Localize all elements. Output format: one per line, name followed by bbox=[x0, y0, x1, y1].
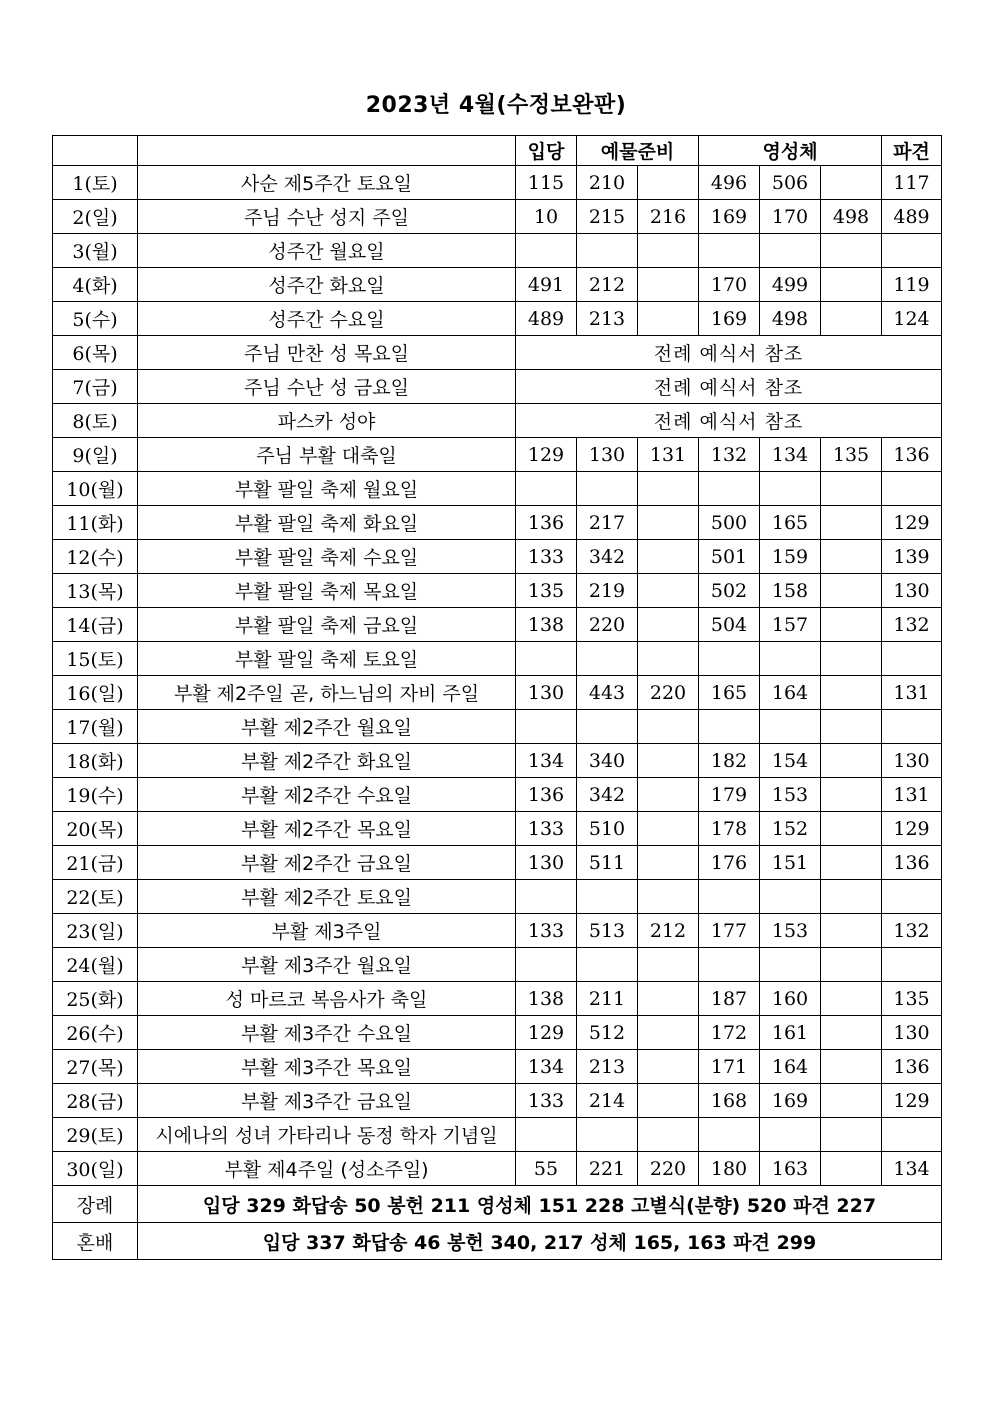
hymn-number-cell: 133 bbox=[516, 540, 577, 574]
hymn-number-cell bbox=[821, 778, 882, 812]
row-date: 5(수) bbox=[53, 302, 138, 336]
hymn-number-cell bbox=[821, 982, 882, 1016]
hymn-number-cell: 134 bbox=[760, 438, 821, 472]
row-date: 1(토) bbox=[53, 166, 138, 200]
row-date: 21(금) bbox=[53, 846, 138, 880]
hymn-number-cell bbox=[638, 608, 699, 642]
hymn-number-cell: 130 bbox=[882, 574, 942, 608]
hymn-number-cell: 165 bbox=[699, 676, 760, 710]
hymn-number-cell: 131 bbox=[882, 778, 942, 812]
table-row bbox=[53, 982, 942, 1016]
row-date: 16(일) bbox=[53, 676, 138, 710]
row-date: 11(화) bbox=[53, 506, 138, 540]
table-row bbox=[53, 846, 942, 880]
row-celebration-name: 성주간 수요일 bbox=[138, 302, 516, 336]
hymn-number-cell: 115 bbox=[516, 166, 577, 200]
hymn-number-cell: 152 bbox=[760, 812, 821, 846]
hymn-number-cell: 501 bbox=[699, 540, 760, 574]
hymn-number-cell: 171 bbox=[699, 1050, 760, 1084]
hymn-number-cell bbox=[821, 948, 882, 982]
row-celebration-name: 부활 팔일 축제 토요일 bbox=[138, 642, 516, 676]
hymn-number-cell: 139 bbox=[882, 540, 942, 574]
hymn-number-cell: 161 bbox=[760, 1016, 821, 1050]
hymn-number-cell: 134 bbox=[516, 1050, 577, 1084]
row-date: 26(수) bbox=[53, 1016, 138, 1050]
hymn-number-cell bbox=[760, 234, 821, 268]
table-row bbox=[53, 1084, 942, 1118]
row-celebration-name: 사순 제5주간 토요일 bbox=[138, 166, 516, 200]
hymn-number-cell bbox=[821, 268, 882, 302]
table-row bbox=[53, 166, 942, 200]
hymn-number-cell: 211 bbox=[577, 982, 638, 1016]
hymn-number-cell bbox=[821, 472, 882, 506]
hymn-number-cell: 165 bbox=[760, 506, 821, 540]
hymn-number-cell bbox=[821, 506, 882, 540]
row-date: 25(화) bbox=[53, 982, 138, 1016]
hymn-number-cell bbox=[821, 846, 882, 880]
table-row bbox=[53, 1152, 942, 1186]
hymn-number-cell: 213 bbox=[577, 1050, 638, 1084]
row-celebration-name: 성 마르코 복음사가 축일 bbox=[138, 982, 516, 1016]
hymn-number-cell bbox=[638, 948, 699, 982]
hymn-number-cell bbox=[638, 778, 699, 812]
hymn-number-cell bbox=[516, 472, 577, 506]
row-date: 28(금) bbox=[53, 1084, 138, 1118]
hymn-number-cell: 491 bbox=[516, 268, 577, 302]
hymn-number-cell bbox=[638, 744, 699, 778]
hymn-number-cell bbox=[760, 472, 821, 506]
hymn-number-cell: 135 bbox=[516, 574, 577, 608]
row-celebration-name: 성주간 화요일 bbox=[138, 268, 516, 302]
row-celebration-name: 부활 제4주일 (성소주일) bbox=[138, 1152, 516, 1186]
hymn-number-cell: 215 bbox=[577, 200, 638, 234]
hymn-number-cell: 55 bbox=[516, 1152, 577, 1186]
hymn-number-cell bbox=[638, 880, 699, 914]
hymn-number-cell: 138 bbox=[516, 982, 577, 1016]
hymn-number-cell: 153 bbox=[760, 778, 821, 812]
row-celebration-name: 부활 제2주간 수요일 bbox=[138, 778, 516, 812]
hymn-number-cell: 119 bbox=[882, 268, 942, 302]
hymn-number-cell: 212 bbox=[638, 914, 699, 948]
hymn-number-cell bbox=[699, 472, 760, 506]
row-date: 7(금) bbox=[53, 370, 138, 404]
hymn-number-cell: 131 bbox=[882, 676, 942, 710]
hymn-number-cell: 502 bbox=[699, 574, 760, 608]
hymn-number-cell: 498 bbox=[760, 302, 821, 336]
row-celebration-name: 부활 팔일 축제 화요일 bbox=[138, 506, 516, 540]
footer-label: 장례 bbox=[53, 1186, 138, 1223]
hymn-number-cell: 177 bbox=[699, 914, 760, 948]
hymn-number-cell: 154 bbox=[760, 744, 821, 778]
hymn-number-cell bbox=[516, 880, 577, 914]
hymn-number-cell: 133 bbox=[516, 1084, 577, 1118]
hymn-number-cell: 136 bbox=[516, 506, 577, 540]
row-celebration-name: 성주간 월요일 bbox=[138, 234, 516, 268]
table-row bbox=[53, 506, 942, 540]
hymn-number-cell bbox=[760, 1118, 821, 1152]
hymn-number-cell bbox=[821, 880, 882, 914]
row-date: 6(목) bbox=[53, 336, 138, 370]
hymn-number-cell bbox=[821, 302, 882, 336]
hymn-number-cell bbox=[882, 880, 942, 914]
hymn-number-cell: 340 bbox=[577, 744, 638, 778]
hymn-number-cell: 136 bbox=[882, 438, 942, 472]
row-celebration-name: 부활 제2주일 곧, 하느님의 자비 주일 bbox=[138, 676, 516, 710]
hymn-number-cell bbox=[638, 268, 699, 302]
hymn-number-cell: 169 bbox=[760, 1084, 821, 1118]
table-row bbox=[53, 744, 942, 778]
table-row bbox=[53, 200, 942, 234]
row-celebration-name: 주님 부활 대축일 bbox=[138, 438, 516, 472]
hymn-number-cell: 132 bbox=[882, 608, 942, 642]
hymn-number-cell bbox=[638, 234, 699, 268]
hymn-number-cell: 133 bbox=[516, 914, 577, 948]
hymn-number-cell bbox=[638, 302, 699, 336]
hymn-number-cell: 130 bbox=[577, 438, 638, 472]
hymn-number-cell bbox=[699, 234, 760, 268]
table-row bbox=[53, 404, 942, 438]
hymn-number-cell: 136 bbox=[882, 846, 942, 880]
hymn-number-cell: 500 bbox=[699, 506, 760, 540]
hymn-number-cell: 129 bbox=[882, 812, 942, 846]
hymn-number-cell bbox=[882, 234, 942, 268]
hymn-number-cell bbox=[516, 642, 577, 676]
hymn-number-cell: 160 bbox=[760, 982, 821, 1016]
hymn-number-cell: 163 bbox=[760, 1152, 821, 1186]
hymn-number-cell: 129 bbox=[882, 1084, 942, 1118]
hymn-number-cell: 151 bbox=[760, 846, 821, 880]
hymn-number-cell bbox=[638, 166, 699, 200]
table-row bbox=[53, 1050, 942, 1084]
hymn-number-cell bbox=[638, 846, 699, 880]
row-celebration-name: 시에나의 성녀 가타리나 동정 학자 기념일 bbox=[138, 1118, 516, 1152]
hymn-number-cell: 212 bbox=[577, 268, 638, 302]
table-row bbox=[53, 370, 942, 404]
row-date: 13(목) bbox=[53, 574, 138, 608]
hymn-number-cell bbox=[577, 642, 638, 676]
hymn-number-cell: 213 bbox=[577, 302, 638, 336]
table-row bbox=[53, 778, 942, 812]
hymn-number-cell bbox=[760, 642, 821, 676]
hymn-number-cell: 510 bbox=[577, 812, 638, 846]
row-celebration-name: 부활 팔일 축제 금요일 bbox=[138, 608, 516, 642]
hymn-number-cell: 131 bbox=[638, 438, 699, 472]
row-celebration-name: 파스카 성야 bbox=[138, 404, 516, 438]
row-date: 17(월) bbox=[53, 710, 138, 744]
table-row bbox=[53, 574, 942, 608]
table-row bbox=[53, 948, 942, 982]
row-celebration-name: 부활 제2주간 월요일 bbox=[138, 710, 516, 744]
row-date: 18(화) bbox=[53, 744, 138, 778]
hymn-number-cell: 10 bbox=[516, 200, 577, 234]
hymn-number-cell bbox=[760, 948, 821, 982]
hymn-number-cell: 129 bbox=[882, 506, 942, 540]
hymn-number-cell: 130 bbox=[516, 846, 577, 880]
hymn-number-cell bbox=[577, 710, 638, 744]
hymn-number-cell bbox=[821, 1050, 882, 1084]
row-celebration-name: 부활 제3주간 월요일 bbox=[138, 948, 516, 982]
hymn-number-cell: 220 bbox=[638, 676, 699, 710]
hymn-number-cell bbox=[821, 234, 882, 268]
hymn-number-cell: 504 bbox=[699, 608, 760, 642]
row-celebration-name: 부활 제3주간 수요일 bbox=[138, 1016, 516, 1050]
hymn-number-cell bbox=[638, 540, 699, 574]
header-name bbox=[138, 136, 516, 166]
hymn-number-cell: 210 bbox=[577, 166, 638, 200]
hymn-number-cell: 130 bbox=[516, 676, 577, 710]
hymn-number-cell: 136 bbox=[882, 1050, 942, 1084]
row-celebration-name: 부활 팔일 축제 목요일 bbox=[138, 574, 516, 608]
hymn-number-cell bbox=[821, 1152, 882, 1186]
header-entrance: 입당 bbox=[516, 136, 577, 166]
hymn-number-cell: 157 bbox=[760, 608, 821, 642]
table-row bbox=[53, 914, 942, 948]
header-dismissal: 파견 bbox=[882, 136, 942, 166]
row-celebration-name: 부활 제3주간 금요일 bbox=[138, 1084, 516, 1118]
table-row bbox=[53, 472, 942, 506]
hymn-number-cell: 220 bbox=[638, 1152, 699, 1186]
row-celebration-name: 부활 팔일 축제 수요일 bbox=[138, 540, 516, 574]
schedule-table-body bbox=[53, 136, 942, 1260]
hymn-number-cell: 496 bbox=[699, 166, 760, 200]
hymn-number-cell bbox=[577, 1118, 638, 1152]
hymn-number-cell: 179 bbox=[699, 778, 760, 812]
hymn-number-cell: 513 bbox=[577, 914, 638, 948]
header-date bbox=[53, 136, 138, 166]
hymn-number-cell: 489 bbox=[516, 302, 577, 336]
hymn-number-cell: 187 bbox=[699, 982, 760, 1016]
hymn-number-cell: 134 bbox=[882, 1152, 942, 1186]
row-date: 29(토) bbox=[53, 1118, 138, 1152]
hymn-number-cell: 342 bbox=[577, 778, 638, 812]
header-communion: 영성체 bbox=[699, 136, 882, 166]
row-celebration-name: 부활 제3주일 bbox=[138, 914, 516, 948]
hymn-number-cell bbox=[821, 744, 882, 778]
hymn-number-cell: 159 bbox=[760, 540, 821, 574]
table-row bbox=[53, 676, 942, 710]
hymn-number-cell bbox=[516, 710, 577, 744]
hymn-number-cell bbox=[882, 642, 942, 676]
row-note: 전례 예식서 참조 bbox=[516, 404, 942, 438]
hymn-number-cell bbox=[699, 880, 760, 914]
row-date: 24(월) bbox=[53, 948, 138, 982]
table-row bbox=[53, 710, 942, 744]
hymn-number-cell: 153 bbox=[760, 914, 821, 948]
table-row bbox=[53, 268, 942, 302]
hymn-number-cell: 180 bbox=[699, 1152, 760, 1186]
hymn-number-cell: 498 bbox=[821, 200, 882, 234]
hymn-number-cell: 124 bbox=[882, 302, 942, 336]
hymn-number-cell bbox=[699, 710, 760, 744]
hymn-number-cell: 182 bbox=[699, 744, 760, 778]
hymn-number-cell bbox=[882, 1118, 942, 1152]
row-date: 14(금) bbox=[53, 608, 138, 642]
hymn-number-cell: 506 bbox=[760, 166, 821, 200]
row-note: 전례 예식서 참조 bbox=[516, 336, 942, 370]
hymn-number-cell bbox=[882, 948, 942, 982]
table-row bbox=[53, 1016, 942, 1050]
hymn-number-cell bbox=[516, 234, 577, 268]
hymn-number-cell: 214 bbox=[577, 1084, 638, 1118]
row-date: 22(토) bbox=[53, 880, 138, 914]
table-row bbox=[53, 642, 942, 676]
hymn-number-cell bbox=[882, 710, 942, 744]
row-celebration-name: 부활 제2주간 화요일 bbox=[138, 744, 516, 778]
hymn-number-cell bbox=[577, 948, 638, 982]
hymn-number-cell bbox=[821, 710, 882, 744]
hymn-number-cell: 138 bbox=[516, 608, 577, 642]
table-row bbox=[53, 880, 942, 914]
hymn-number-cell: 176 bbox=[699, 846, 760, 880]
hymn-number-cell bbox=[821, 1118, 882, 1152]
hymn-number-cell bbox=[638, 472, 699, 506]
hymn-number-cell: 172 bbox=[699, 1016, 760, 1050]
hymn-number-cell: 169 bbox=[699, 302, 760, 336]
table-row bbox=[53, 302, 942, 336]
hymn-number-cell bbox=[638, 506, 699, 540]
hymn-number-cell bbox=[821, 676, 882, 710]
footer-label: 혼배 bbox=[53, 1223, 138, 1260]
hymn-number-cell bbox=[821, 540, 882, 574]
hymn-number-cell: 133 bbox=[516, 812, 577, 846]
hymn-number-cell bbox=[577, 880, 638, 914]
footer-row bbox=[53, 1186, 942, 1223]
hymn-number-cell bbox=[577, 472, 638, 506]
row-date: 9(일) bbox=[53, 438, 138, 472]
hymn-number-cell: 164 bbox=[760, 1050, 821, 1084]
hymn-number-cell: 135 bbox=[821, 438, 882, 472]
hymn-number-cell bbox=[638, 574, 699, 608]
hymn-number-cell: 489 bbox=[882, 200, 942, 234]
hymn-number-cell: 129 bbox=[516, 1016, 577, 1050]
hymn-number-cell bbox=[882, 472, 942, 506]
hymn-number-cell bbox=[821, 812, 882, 846]
table-row bbox=[53, 1118, 942, 1152]
hymn-number-cell bbox=[821, 1084, 882, 1118]
hymn-number-cell bbox=[638, 1084, 699, 1118]
hymn-number-cell bbox=[699, 1118, 760, 1152]
hymn-number-cell: 164 bbox=[760, 676, 821, 710]
row-date: 3(월) bbox=[53, 234, 138, 268]
hymn-number-cell: 169 bbox=[699, 200, 760, 234]
hymn-number-cell: 217 bbox=[577, 506, 638, 540]
row-celebration-name: 부활 팔일 축제 월요일 bbox=[138, 472, 516, 506]
hymn-number-cell bbox=[638, 710, 699, 744]
hymn-number-cell: 170 bbox=[760, 200, 821, 234]
hymn-number-cell bbox=[638, 1016, 699, 1050]
row-celebration-name: 주님 수난 성 금요일 bbox=[138, 370, 516, 404]
hymn-number-cell: 512 bbox=[577, 1016, 638, 1050]
row-date: 4(화) bbox=[53, 268, 138, 302]
hymn-number-cell bbox=[638, 642, 699, 676]
row-date: 10(월) bbox=[53, 472, 138, 506]
hymn-number-cell: 221 bbox=[577, 1152, 638, 1186]
footer-text: 입당 329 화답송 50 봉헌 211 영성체 151 228 고별식(분향) 520 파견 227 bbox=[138, 1186, 942, 1223]
hymn-number-cell: 511 bbox=[577, 846, 638, 880]
footer-text: 입당 337 화답송 46 봉헌 340, 217 성체 165, 163 파견 299 bbox=[138, 1223, 942, 1260]
hymn-number-cell bbox=[821, 642, 882, 676]
hymn-number-cell bbox=[821, 1016, 882, 1050]
hymn-number-cell bbox=[577, 234, 638, 268]
hymn-number-cell bbox=[516, 948, 577, 982]
table-row bbox=[53, 336, 942, 370]
hymn-number-cell bbox=[821, 166, 882, 200]
table-row bbox=[53, 812, 942, 846]
schedule-table bbox=[52, 135, 942, 1260]
row-date: 23(일) bbox=[53, 914, 138, 948]
hymn-number-cell: 216 bbox=[638, 200, 699, 234]
hymn-number-cell bbox=[760, 880, 821, 914]
row-celebration-name: 부활 제2주간 토요일 bbox=[138, 880, 516, 914]
row-date: 15(토) bbox=[53, 642, 138, 676]
row-date: 27(목) bbox=[53, 1050, 138, 1084]
hymn-number-cell bbox=[821, 574, 882, 608]
hymn-number-cell: 178 bbox=[699, 812, 760, 846]
hymn-number-cell bbox=[699, 642, 760, 676]
hymn-number-cell: 220 bbox=[577, 608, 638, 642]
row-date: 2(일) bbox=[53, 200, 138, 234]
hymn-number-cell: 499 bbox=[760, 268, 821, 302]
hymn-number-cell: 135 bbox=[882, 982, 942, 1016]
row-date: 12(수) bbox=[53, 540, 138, 574]
hymn-number-cell bbox=[516, 1118, 577, 1152]
hymn-number-cell: 158 bbox=[760, 574, 821, 608]
header-offertory: 예물준비 bbox=[577, 136, 699, 166]
hymn-number-cell bbox=[638, 982, 699, 1016]
hymn-number-cell bbox=[638, 1050, 699, 1084]
hymn-number-cell: 219 bbox=[577, 574, 638, 608]
hymn-number-cell: 134 bbox=[516, 744, 577, 778]
hymn-number-cell: 117 bbox=[882, 166, 942, 200]
hymn-number-cell bbox=[821, 608, 882, 642]
hymn-number-cell: 132 bbox=[882, 914, 942, 948]
table-row bbox=[53, 234, 942, 268]
page-title: 2023년 4월(수정보완판) bbox=[365, 93, 627, 118]
row-celebration-name: 주님 수난 성지 주일 bbox=[138, 200, 516, 234]
row-note: 전례 예식서 참조 bbox=[516, 370, 942, 404]
row-celebration-name: 주님 만찬 성 목요일 bbox=[138, 336, 516, 370]
row-date: 30(일) bbox=[53, 1152, 138, 1186]
hymn-number-cell: 130 bbox=[882, 1016, 942, 1050]
row-date: 20(목) bbox=[53, 812, 138, 846]
hymn-number-cell bbox=[760, 710, 821, 744]
hymn-number-cell: 132 bbox=[699, 438, 760, 472]
table-row bbox=[53, 438, 942, 472]
hymn-number-cell bbox=[638, 812, 699, 846]
table-header-row bbox=[53, 136, 942, 166]
hymn-number-cell bbox=[638, 1118, 699, 1152]
row-date: 8(토) bbox=[53, 404, 138, 438]
row-celebration-name: 부활 제3주간 목요일 bbox=[138, 1050, 516, 1084]
hymn-number-cell: 136 bbox=[516, 778, 577, 812]
row-celebration-name: 부활 제2주간 금요일 bbox=[138, 846, 516, 880]
hymn-number-cell: 129 bbox=[516, 438, 577, 472]
hymn-number-cell: 130 bbox=[882, 744, 942, 778]
footer-row bbox=[53, 1223, 942, 1260]
hymn-number-cell: 168 bbox=[699, 1084, 760, 1118]
hymn-number-cell: 443 bbox=[577, 676, 638, 710]
hymn-number-cell: 342 bbox=[577, 540, 638, 574]
table-row bbox=[53, 540, 942, 574]
row-date: 19(수) bbox=[53, 778, 138, 812]
table-row bbox=[53, 608, 942, 642]
row-celebration-name: 부활 제2주간 목요일 bbox=[138, 812, 516, 846]
hymn-number-cell: 170 bbox=[699, 268, 760, 302]
hymn-number-cell bbox=[821, 914, 882, 948]
hymn-number-cell bbox=[699, 948, 760, 982]
